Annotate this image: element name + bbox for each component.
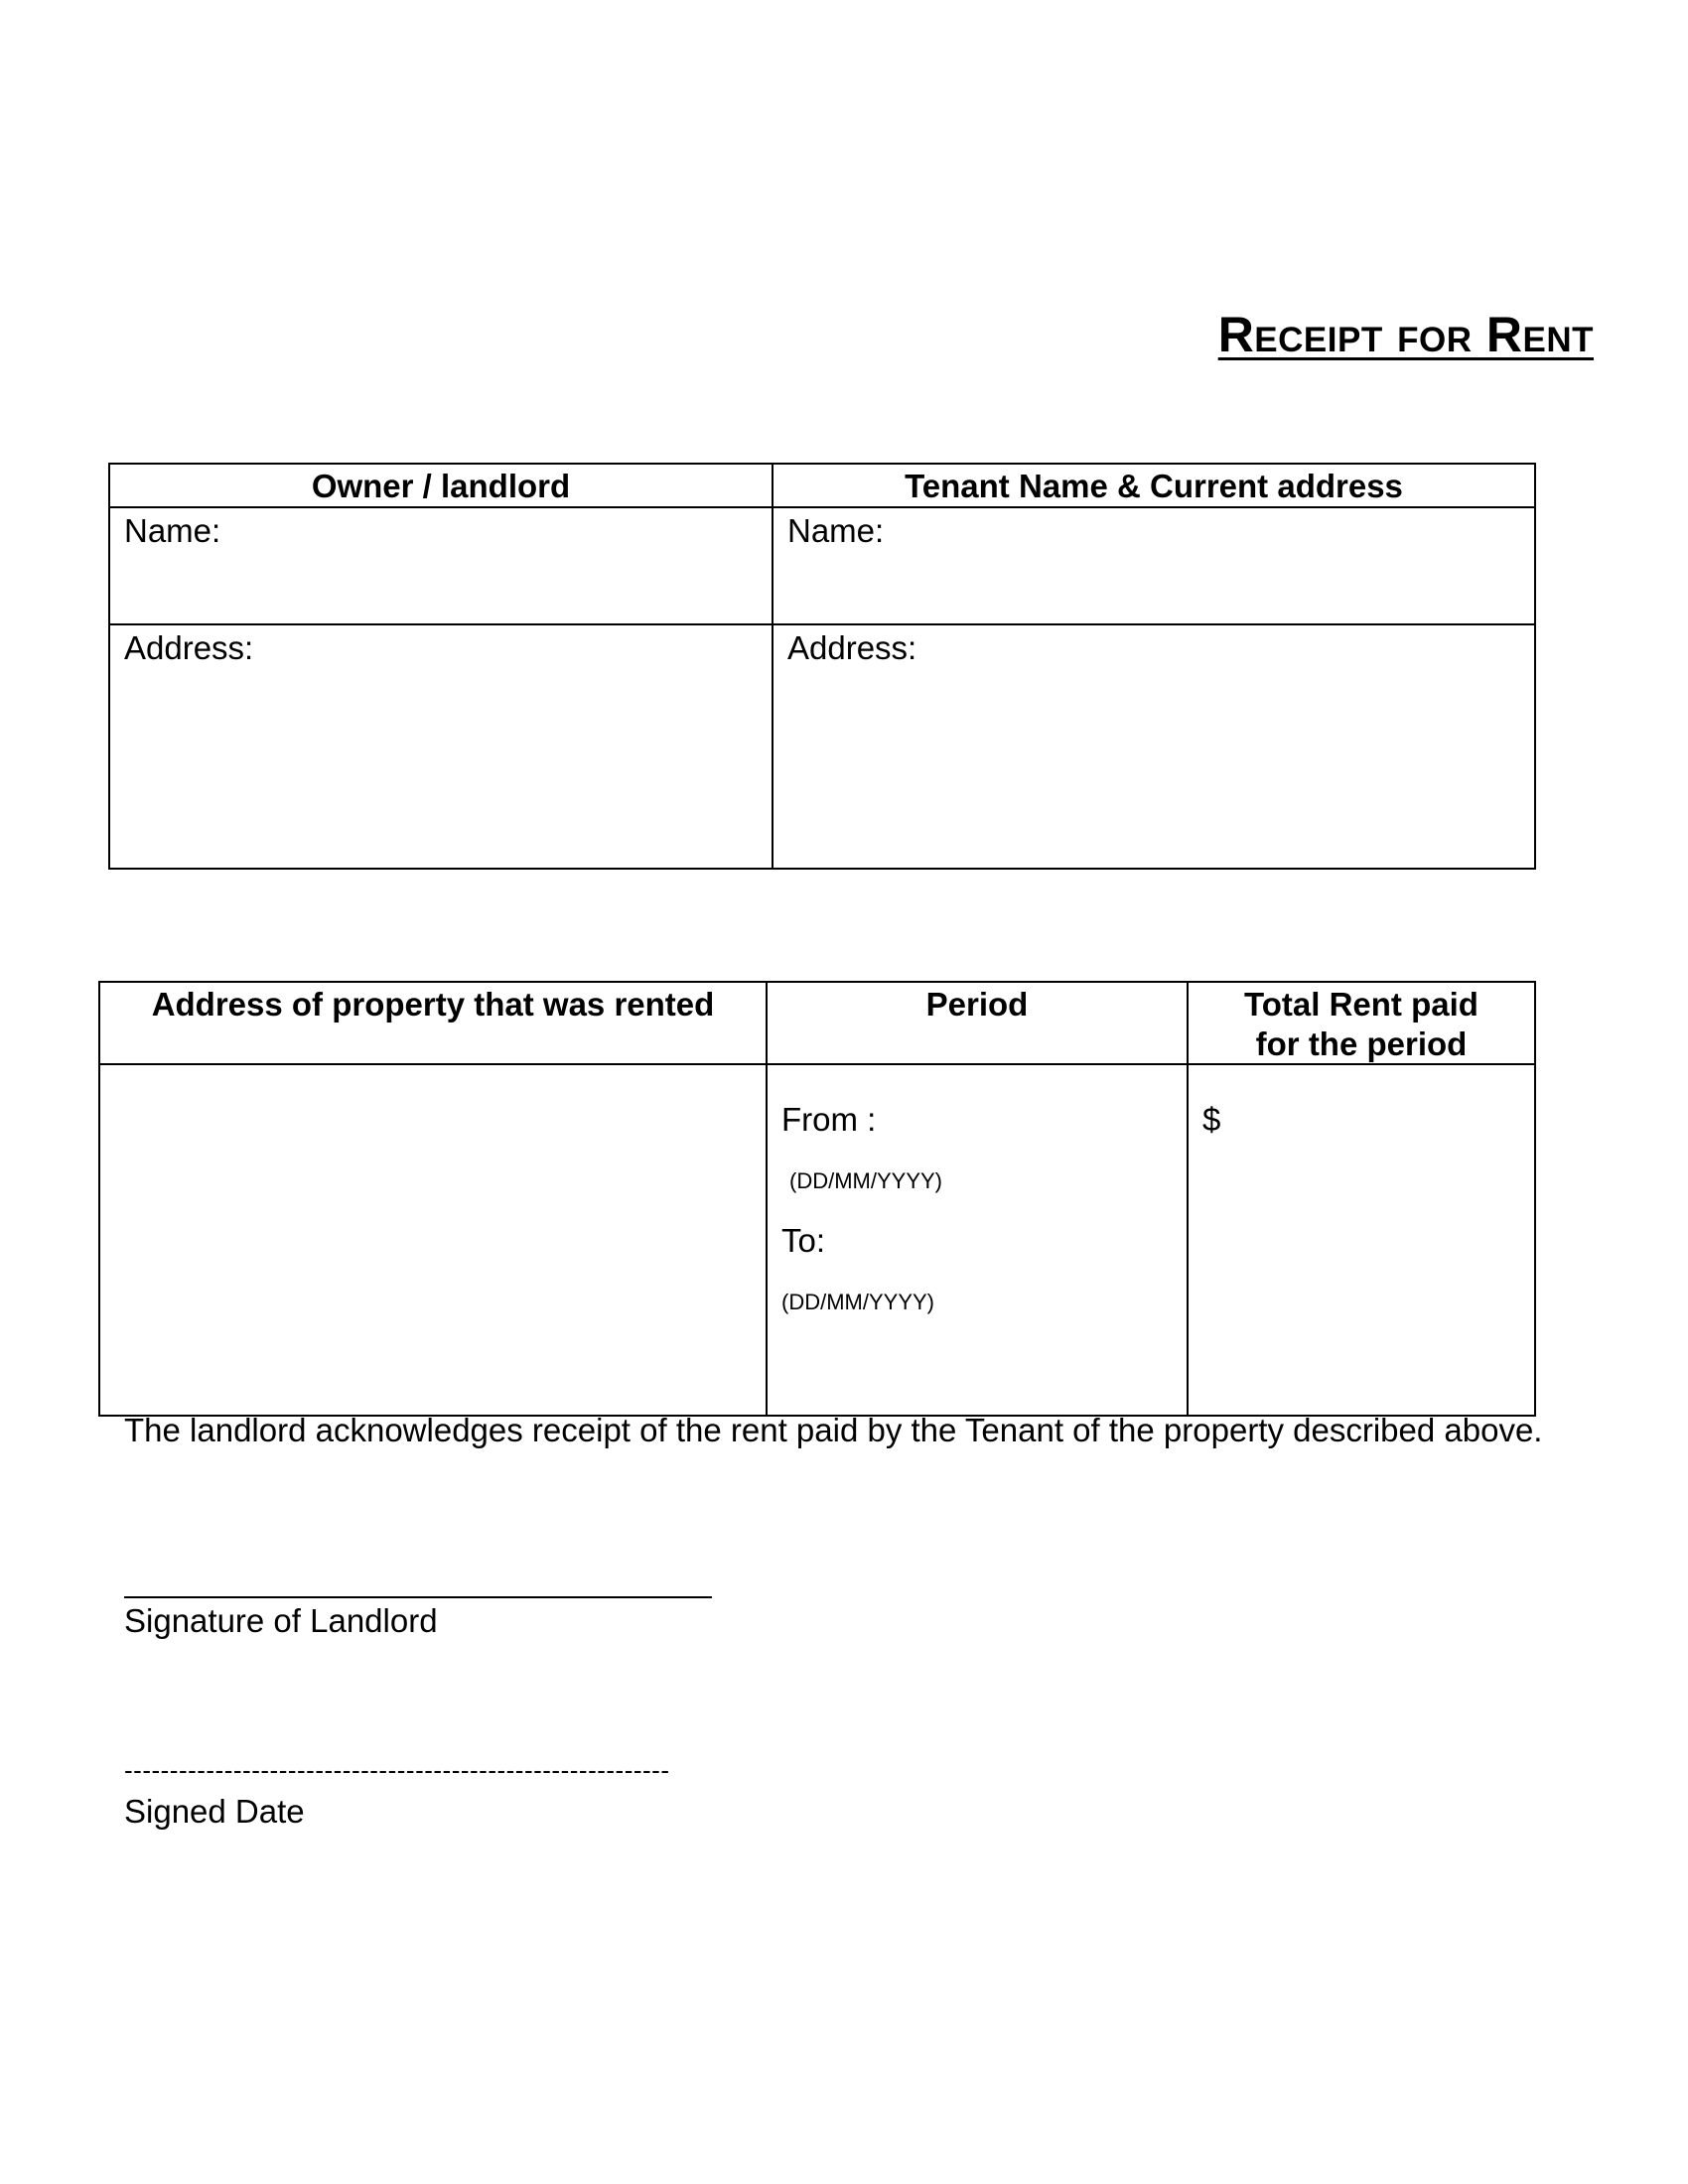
tenant-name-label: Name: (787, 511, 885, 549)
total-rent-field[interactable] (1188, 1064, 1535, 1416)
currency-symbol: $ (1202, 1101, 1221, 1139)
property-body-row (99, 1064, 1535, 1416)
tenant-address-label: Address: (787, 628, 917, 666)
signed-date-line[interactable]: ------------------------------------------------------------ (124, 1755, 670, 1785)
property-header-row (99, 982, 1535, 1064)
period-header: Period (767, 982, 1188, 1064)
total-rent-header (1188, 982, 1535, 1064)
property-address-header: Address of property that was rented (99, 982, 767, 1064)
total-rent-header-line1: Total Rent paid (1244, 986, 1478, 1023)
signature-label: Signature of Landlord (124, 1602, 438, 1639)
parties-header-row (109, 464, 1535, 507)
owner-name-field[interactable] (109, 507, 773, 624)
tenant-name-field[interactable] (773, 507, 1535, 624)
from-label: From : (781, 1101, 877, 1139)
tenant-header: Tenant Name & Current address (773, 464, 1535, 507)
name-row (109, 507, 1535, 624)
tenant-address-field[interactable] (773, 624, 1535, 869)
address-row (109, 624, 1535, 869)
period-field[interactable] (767, 1064, 1188, 1416)
signature-line[interactable] (124, 1596, 712, 1598)
total-rent-header-line2: for the period (1255, 1024, 1468, 1062)
document-title: Receipt for Rent (1217, 307, 1594, 362)
to-label: To: (781, 1222, 826, 1260)
acknowledgement-text: The landlord acknowledges receipt of the rent paid by the Tenant of the property described above. (124, 1412, 1543, 1448)
owner-address-label: Address: (124, 628, 254, 666)
signed-date-label: Signed Date (124, 1793, 305, 1830)
parties-table (108, 463, 1536, 870)
owner-header: Owner / landlord (109, 464, 773, 507)
owner-name-label: Name: (124, 511, 221, 549)
to-date-format: (DD/MM/YYYY) (781, 1290, 934, 1315)
from-date-format: (DD/MM/YYYY) (789, 1168, 942, 1194)
property-address-field[interactable] (99, 1064, 767, 1416)
owner-address-field[interactable] (109, 624, 773, 869)
property-table (98, 981, 1536, 1417)
